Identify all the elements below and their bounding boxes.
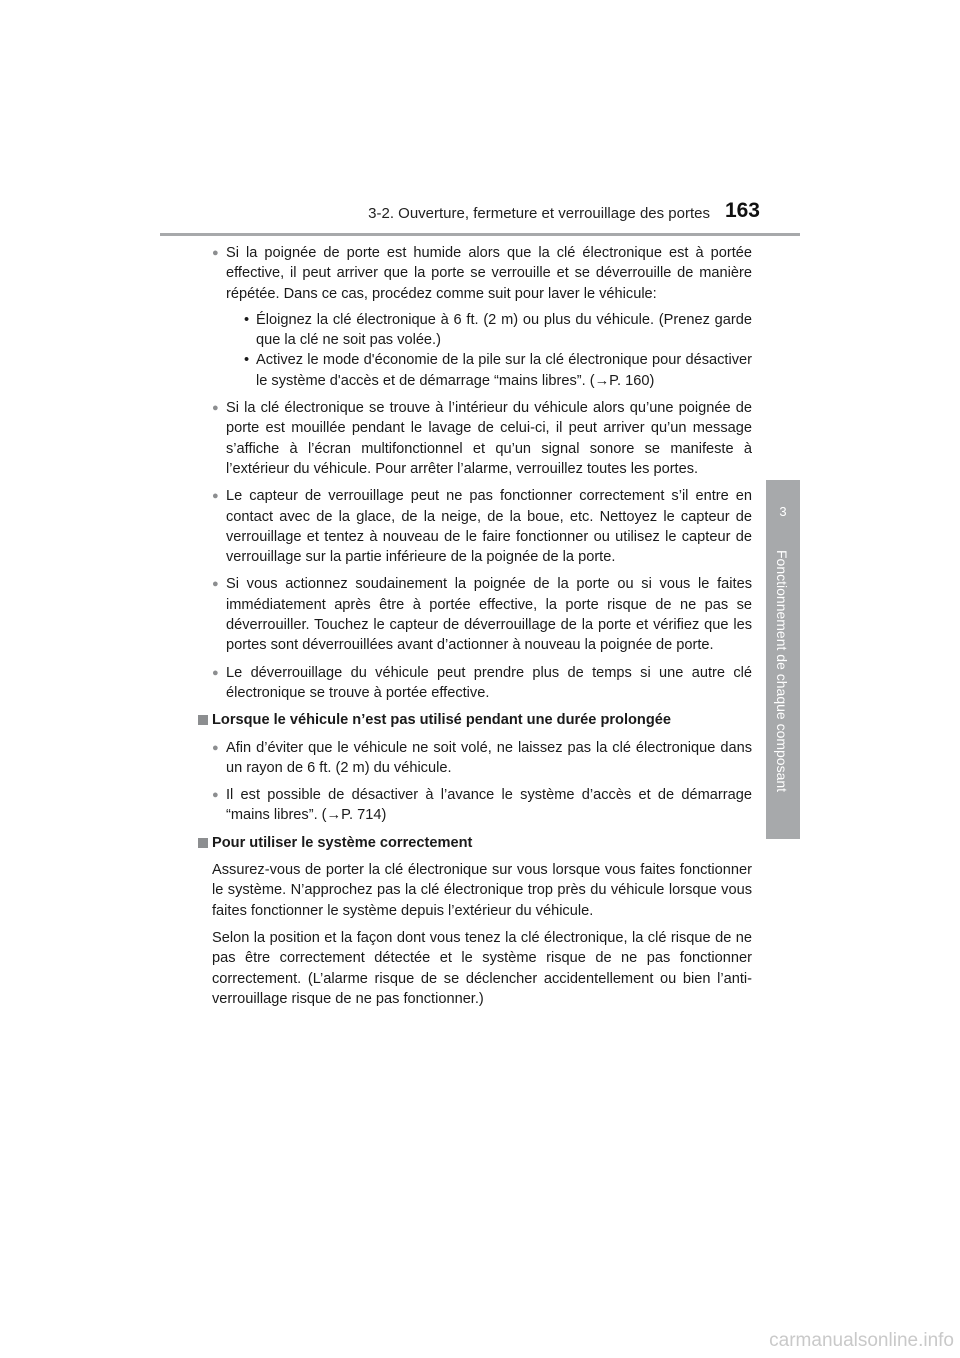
header-rule: [160, 233, 800, 236]
list-item: [212, 574, 752, 655]
list-item: [212, 398, 752, 479]
watermark: carmanualsonline.info: [769, 1330, 954, 1351]
sub-list-item-text: Éloignez la clé électronique à 6 ft. (2 m) ou plus du véhicule. (Prenez garde que la clé ne soit pas volée.): [256, 311, 752, 349]
chapter-title: Fonctionnement de chaque composant: [774, 550, 790, 793]
list-item-text: Le déverrouillage du véhicule peut prendre plus de temps si une autre clé électronique se trouve à portée effective.: [226, 664, 752, 701]
sub-list-item-text: Activez le mode d'économie de la pile sur la clé électronique pour désactiver le système d'accès et de démarrage “mains libres”. (→P. 160): [256, 352, 752, 389]
circle-bullet-icon: ●: [212, 402, 219, 415]
paragraph: Assurez-vous de porter la clé électronique sur vous lorsque vous faites fonctionner le système. N’approchez pas la clé électronique trop près du véhicule lorsque vous faites fonctionner le système depuis l’extérieur du véhicule.: [212, 862, 752, 919]
dot-bullet-icon: •: [244, 311, 250, 328]
square-bullet-icon: [198, 715, 208, 725]
section-title: 3-2. Ouverture, fermeture et verrouillage des portes: [368, 205, 710, 222]
sub-list-item: [226, 350, 752, 391]
list-item-text: Il est possible de désactiver à l’avance le système d’accès et de démarrage “mains libres”. (→P. 714): [226, 787, 752, 824]
sub-list: [226, 310, 752, 391]
list-item: [212, 243, 752, 391]
chapter-side-tab: [766, 480, 800, 839]
page-header: [160, 196, 800, 236]
list-item-text: Si la poignée de porte est humide alors que la clé électronique est à portée effective, il peut arriver que la porte se verrouille et se déverrouille de manière répétée. Dans ce cas, procédez comme suit pour laver le véhicule:: [226, 245, 752, 302]
circle-bullet-icon: ●: [212, 741, 219, 754]
list-item-text: Afin d’éviter que le véhicule ne soit volé, ne laissez pas la clé électronique dans un rayon de 6 ft. (2 m) du véhicule.: [226, 739, 752, 776]
list-item-text: Le capteur de verrouillage peut ne pas fonctionner correctement s’il entre en contact avec de la glace, de la neige, de la boue, etc. Nettoyez le capteur de verrouillage et tentez à nouveau de le faire fonctionner ou utilisez le capteur de verrouillage sur la partie inférieure de la poignée de la porte.: [226, 488, 752, 566]
list-item-text: Si la clé électronique se trouve à l’intérieur du véhicule alors qu’une poignée de porte est mouillée pendant le lavage de celui-ci, il peut arriver qu’un message s’affiche à l’écran multifonctionnel et qu’un signal sonore se manifeste à l’extérieur du véhicule. Pour arrêter l’alarme, verrouillez toutes les portes.: [226, 400, 752, 477]
chapter-number: 3: [779, 504, 787, 519]
section-heading-text: Lorsque le véhicule n’est pas utilisé pendant une durée prolongée: [212, 712, 671, 729]
list-item: [212, 738, 752, 779]
section-heading: [198, 710, 752, 730]
square-bullet-icon: [198, 838, 208, 848]
list-item-text: Si vous actionnez soudainement la poignée de la porte ou si vous le faites immédiatement après être à portée effective, la porte risque de ne pas se déverrouiller. Touchez le capteur de déverrouillage de la porte et vérifiez que les portes sont déverrouillées avant d’actionner à nouveau la poignée de porte.: [226, 576, 752, 654]
paragraph: Selon la position et la façon dont vous tenez la clé électronique, la clé risque de ne pas être correctement détectée et le système risque de ne pas fonctionner correctement. (L’alarme risque de se déclencher accidentellement ou bien l’anti-verrouillage risque de ne pas fonctionner.): [212, 929, 752, 1007]
page-content: [212, 243, 752, 1016]
section-heading-text: Pour utiliser le système correctement: [212, 834, 473, 851]
circle-bullet-icon: ●: [212, 490, 219, 503]
circle-bullet-icon: ●: [212, 578, 219, 591]
page-footer: [0, 1328, 960, 1358]
circle-bullet-icon: ●: [212, 789, 219, 802]
page-number: 163: [724, 199, 760, 222]
circle-bullet-icon: ●: [212, 666, 219, 679]
list-item: [212, 663, 752, 704]
list-item: [212, 486, 752, 567]
dot-bullet-icon: •: [244, 352, 250, 369]
circle-bullet-icon: ●: [212, 247, 219, 259]
list-item: [212, 785, 752, 826]
sub-list-item: [226, 310, 752, 351]
section-heading: [198, 833, 752, 853]
